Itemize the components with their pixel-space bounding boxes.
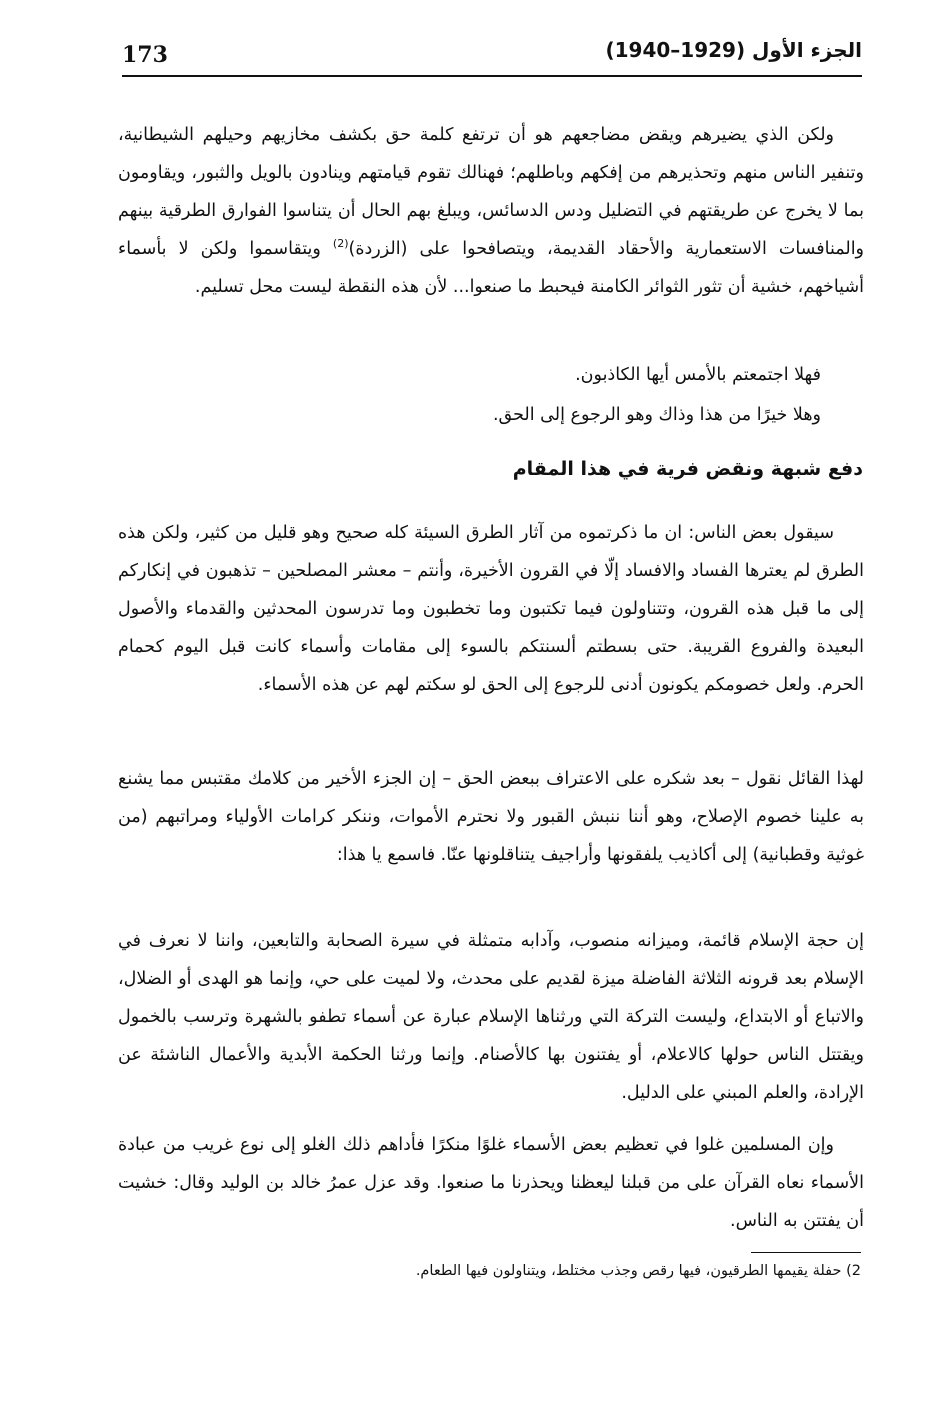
section-heading: دفع شبهة ونقض فرية في هذا المقام <box>512 458 863 480</box>
paragraph-3: لهذا القائل نقول – بعد شكره على الاعتراف ببعض الحق – إن الجزء الأخير من كلامك مقتبس مما يشنع به علينا خصوم الإصلاح، وهو أننا ننبش القبور ولا نحترم الأموات، وننكر كرامات الأولياء ومراتبهم (من غوثية وقطبانية) إلى أكاذيب يلفقونها وأراجيف يتناقلونها عنّا. فاسمع يا هذا: <box>118 769 864 865</box>
footnote <box>101 1256 861 1286</box>
paragraph-1 <box>118 116 864 306</box>
header-rule <box>122 75 862 77</box>
verse-line-1: فهلا اجتمعتم بالأمس أيها الكاذبون. <box>575 365 821 385</box>
running-title: الجزء الأول (1929–1940) <box>605 38 862 62</box>
paragraph-5: وإن المسلمين غلوا في تعظيم بعض الأسماء غلوًا منكرًا فأداهم ذلك الغلو إلى نوع غريب من عبادة الأسماء نعاه القرآن على من قبلنا ليعظنا ويحذرنا ما صنعوا. وقد عزل عمرُ خالد بن الوليد وقال: خشيت أن يفتتن به الناس. <box>118 1135 864 1231</box>
page-header <box>122 36 862 80</box>
paragraph-4: إن حجة الإسلام قائمة، وميزانه منصوب، وآدابه متمثلة في سيرة الصحابة والتابعين، واننا لا نعرف في الإسلام بعد قرونه الثلاثة الفاضلة ميزة لقديم على محدث، ولا لميت على حي، وإنما هو الهدى أو الضلال، والاتباع أو الابتداع، وليست التركة التي ورثناها الإسلام عبارة عن أسماء تطفو بالشهرة وترسب بالخمول ويقتتل الناس حولها كالاعلام، أو يفتنون بها كالأصنام. وإنما ورثنا الحكمة الأبدية والأعمال الناشئة عن الإرادة، والعلم المبني على الدليل. <box>118 931 864 1103</box>
paragraph-2: سيقول بعض الناس: ان ما ذكرتموه من آثار الطرق السيئة كله صحيح وهو قليل من كثير، ولكن هذه الطرق لم يعترها الفساد والافساد إلّا في القرون الأخيرة، وأنتم – معشر المصلحين – تذهبون في إنكاركم إلى ما قبل هذه القرون، وتتناولون فيما تكتبون وما تخطبون وما تدرسون المحدثين والقدماء والأصول البعيدة والفروع القريبة. حتى بسطتم ألسنتكم بالسوء إلى مقامات وأسماء كانت قبل اليوم كحمام الحرم. ولعل خصومكم يكونون أدنى للرجوع إلى الحق لو سكتم لهم عن هذه الأسماء. <box>118 523 864 695</box>
footnote-reference: (2) <box>332 237 349 251</box>
footnote-marker: 2) <box>846 1263 861 1279</box>
paragraph-1-text: ولكن الذي يضيرهم ويقض مضاجعهم هو أن ترتفع كلمة حق بكشف مخازيهم وحيلهم الشيطانية، وتنفير الناس منهم وتحذيرهم من إفكهم وباطلهم؛ فهنالك تقوم قيامتهم وينادون بالويل والثبور، ويقاومون بما لا يخرج عن طريقتهم في التضليل ودس الدسائس، ويبلغ بهم الحال أن يتناسوا الفوارق الطرقية بينهم والمنافسات الاستعمارية والأحقاد القديمة، ويتصافحوا على (الزردة) <box>118 125 865 259</box>
verse-line-2: وهلا خيرًا من هذا وذاك وهو الرجوع إلى الحق. <box>492 405 821 425</box>
page-number: 173 <box>122 42 168 68</box>
footnote-rule <box>751 1252 861 1253</box>
footnote-text: حفلة يقيمها الطرقيون، فيها رقص وجذب مختلط، ويتناولون فيها الطعام. <box>415 1263 847 1279</box>
paragraph-1-continuation: ويتقاسموا ولكن لا بأسماء أشياخهم، خشية أن تثور الثوائر الكامنة فيحبط ما صنعوا... لأن هذه النقطة ليست محل تسليم. <box>118 239 864 297</box>
